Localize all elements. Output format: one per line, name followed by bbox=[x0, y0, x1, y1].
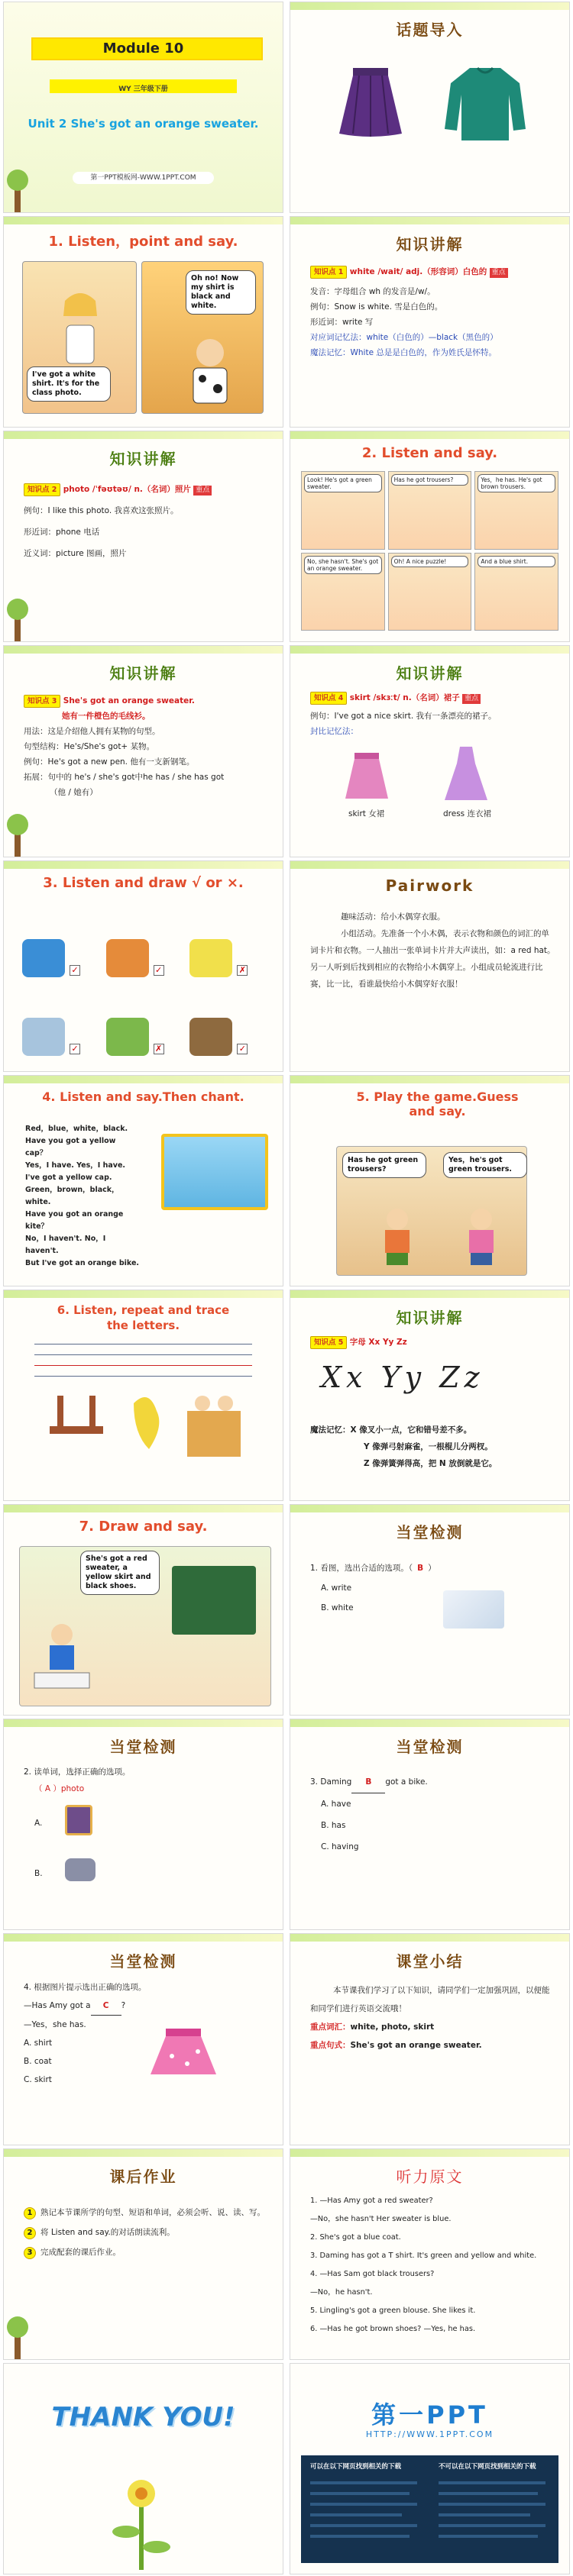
slide-title: 1. Listen，point and say. bbox=[48, 234, 238, 250]
slide-cover bbox=[3, 2, 283, 213]
line-structure: 句型结构：He's/She's got+ 某物。 bbox=[24, 742, 155, 752]
homework-item-1: 1 熟记本节课所学的句型、短语和单词，必须会听、说、读、写。 bbox=[24, 2203, 269, 2223]
tree-decoration-icon bbox=[4, 596, 31, 641]
slide-draw-and-say bbox=[3, 1504, 283, 1716]
slide-title: 当堂检测 bbox=[109, 1952, 177, 1971]
question-body bbox=[310, 1771, 555, 1858]
comic-panel-1 bbox=[301, 471, 385, 550]
comic-bubble: Oh! A nice puzzle! bbox=[391, 556, 469, 567]
flower-decoration-icon bbox=[96, 2463, 187, 2570]
top-bar bbox=[290, 1934, 569, 1942]
question-body bbox=[24, 1764, 269, 1797]
answer-box[interactable]: ✗ bbox=[237, 965, 248, 976]
girl-character-icon bbox=[458, 1206, 504, 1267]
top-bar bbox=[4, 1076, 283, 1083]
line-similar: 形近词：write 写 bbox=[310, 318, 374, 328]
point-head: skirt /skɜːt/ n.（名词）裙子 bbox=[349, 693, 460, 703]
question-body bbox=[310, 1558, 555, 1618]
answer-item-3 bbox=[189, 907, 264, 978]
dialog-line-2: —Yes，she has. bbox=[24, 2020, 86, 2030]
homework-text: 完成配套的课后作业。 bbox=[40, 2247, 121, 2257]
key-badge: 重点 bbox=[490, 268, 508, 278]
comic-panel-5 bbox=[388, 553, 472, 631]
magic-line-3: Z 像弹簧弹得高，把 N 放倒就是它。 bbox=[364, 1458, 497, 1468]
slide-title: 知识讲解 bbox=[396, 235, 464, 254]
speech-bubble-2: Oh no! Now my shirt is black and white. bbox=[186, 270, 256, 315]
option-a[interactable]: A. bbox=[34, 1819, 43, 1829]
answer-text: B bbox=[417, 1564, 424, 1574]
knowledge-body bbox=[24, 693, 269, 800]
slide-check-4 bbox=[3, 1933, 283, 2145]
top-bar bbox=[290, 1505, 569, 1512]
line-example: 例句：Snow is white. 雪是白色的。 bbox=[310, 302, 443, 312]
pairwork-description: 小组活动。先准备一个小木偶，表示衣物和颜色的词汇的单词卡片和衣物。一人抽出一张单词卡片并大声读出，如：a red hat。另一人听到后找到相应的衣物给小木偶穿上。小组成员轮流进行比赛，比一比，看谁最快给小木偶穿好衣服！ bbox=[310, 928, 555, 989]
line-pronunciation: 发音：字母组合 wh 的发音是/w/。 bbox=[310, 287, 435, 297]
comic-bubble: No, she hasn't. She's got an orange sweater. bbox=[304, 556, 382, 574]
key-badge: 重点 bbox=[193, 486, 212, 496]
top-bar bbox=[290, 217, 569, 224]
point-tag: 知识点 5 bbox=[310, 1336, 347, 1349]
slide-knowledge-letters bbox=[290, 1290, 570, 1501]
slide-homework bbox=[3, 2148, 283, 2360]
answer-box[interactable]: ✓ bbox=[154, 965, 164, 976]
key-words-label: 重点词汇： bbox=[310, 2022, 351, 2032]
slide-listen-point-say bbox=[3, 216, 283, 428]
homework-item-3: 3 完成配套的课后作业。 bbox=[24, 2242, 269, 2262]
chant-line: Yes，I have. Yes，I have. bbox=[25, 1160, 126, 1170]
slide-knowledge-white bbox=[290, 216, 570, 428]
answer-box[interactable]: ✗ bbox=[154, 1044, 164, 1054]
script-body bbox=[310, 2192, 555, 2339]
cover-module: Module 10 bbox=[102, 40, 184, 56]
top-bar bbox=[290, 2149, 569, 2157]
comic-bubble: Has he got trousers? bbox=[391, 474, 469, 486]
question-body bbox=[24, 1978, 269, 2089]
option-b[interactable]: B. white bbox=[321, 1603, 354, 1613]
slide-title: Pairwork bbox=[385, 876, 474, 895]
slide-title: 知识讲解 bbox=[396, 664, 464, 683]
question-end: ） bbox=[428, 1564, 436, 1574]
letter-pictures bbox=[42, 1380, 248, 1480]
top-bar bbox=[290, 1290, 569, 1298]
top-bar bbox=[4, 1505, 283, 1512]
knowledge-body bbox=[310, 1335, 555, 1350]
slide-title: 5. Play the game.Guess and say. bbox=[356, 1089, 519, 1119]
question-end: got a bike. bbox=[385, 1777, 428, 1787]
ppt-logo: 第一PPT bbox=[371, 2400, 488, 2429]
line-extend: 拓展：句中的 he's / she's got中he has / she has got bbox=[24, 773, 225, 783]
skirt-caption: skirt 女裙 bbox=[348, 809, 385, 819]
comic-panel-3 bbox=[474, 471, 558, 550]
answer-blank: B bbox=[351, 1771, 385, 1793]
slide-check-3 bbox=[290, 1719, 570, 1930]
phone-icon bbox=[65, 1858, 96, 1881]
slide-knowledge-skirt bbox=[290, 645, 570, 857]
point-tag: 知识点 2 bbox=[24, 483, 60, 496]
purple-skirt-image bbox=[336, 63, 405, 140]
pairwork-body bbox=[310, 909, 555, 993]
point-head: white /wait/ adj.（形容词）白色的 bbox=[349, 267, 487, 277]
dress-caption: dress 连衣裙 bbox=[443, 809, 491, 819]
option-a[interactable]: A. have bbox=[321, 1800, 351, 1809]
slide-play-game bbox=[290, 1075, 570, 1286]
slide-title: 当堂检测 bbox=[396, 1738, 464, 1757]
chant-line: I've got a yellow cap. bbox=[25, 1173, 112, 1182]
pairwork-activity: 趣味活动：给小木偶穿衣服。 bbox=[341, 912, 445, 922]
chant-line: Red，blue，white，black. bbox=[25, 1124, 128, 1133]
summary-body bbox=[310, 1981, 555, 2055]
line-example: 例句：I've got a nice skirt. 我有一条漂亮的裙子。 bbox=[310, 712, 497, 721]
dress-image bbox=[443, 744, 489, 805]
script-line: 5. Lingling's got a green blouse. She likes it. bbox=[310, 2306, 476, 2315]
line-example: 例句：I like this photo. 我喜欢这张照片。 bbox=[24, 506, 179, 516]
slide-title: 课堂小结 bbox=[396, 1952, 464, 1971]
option-c[interactable]: C. skirt bbox=[24, 2075, 52, 2085]
blackboard-image bbox=[172, 1566, 256, 1635]
slide-title: 知识讲解 bbox=[396, 1308, 464, 1327]
option-a[interactable]: A. shirt bbox=[24, 2039, 53, 2048]
question-text: 3. Daming bbox=[310, 1777, 352, 1787]
chant-line: But I've got an orange bike. bbox=[25, 1258, 140, 1267]
tree-decoration-icon bbox=[4, 2313, 31, 2359]
option-b[interactable]: B. bbox=[34, 1869, 43, 1879]
slide-title: 7. Draw and say. bbox=[79, 1519, 208, 1535]
answer-box[interactable]: ✓ bbox=[237, 1044, 248, 1054]
top-bar bbox=[290, 431, 569, 439]
point-head: 字母 Xx Yy Zz bbox=[349, 1337, 407, 1347]
answer-item-5 bbox=[106, 985, 181, 1056]
point-tag: 知识点 3 bbox=[24, 695, 60, 708]
girl-character-icon bbox=[42, 286, 118, 370]
speech-bubble-question: Has he got green trousers? bbox=[342, 1152, 426, 1178]
cover-footer: 第一PPT模板网-WWW.1PPT.COM bbox=[73, 172, 214, 184]
line-synonym: 近义词：picture 图画，照片 bbox=[24, 549, 127, 559]
dialog-line-1-end: ? bbox=[121, 2001, 126, 2011]
comic-panel-6 bbox=[474, 553, 558, 631]
comic-panel-4 bbox=[301, 553, 385, 631]
chant-lines bbox=[25, 1123, 140, 1270]
homework-body bbox=[24, 2203, 269, 2262]
slide-listening-script bbox=[290, 2148, 570, 2360]
skirt-image bbox=[344, 750, 390, 803]
speech-bubble-1: I've got a white shirt. It's for the class photo. bbox=[27, 366, 111, 402]
key-sentence-label: 重点句式： bbox=[310, 2041, 351, 2051]
point-tag: 知识点 1 bbox=[310, 266, 347, 279]
slide-title: 2. Listen and say. bbox=[361, 445, 498, 462]
slide-topic-intro bbox=[290, 2, 570, 213]
top-bar bbox=[4, 217, 283, 224]
ppt-link-panel bbox=[301, 2455, 558, 2563]
student-drawing-icon bbox=[31, 1619, 92, 1696]
slide-ppt-info bbox=[290, 2363, 570, 2574]
script-line: 2. She's got a blue coat. bbox=[310, 2232, 401, 2242]
top-bar bbox=[290, 1719, 569, 1727]
slide-pairwork bbox=[290, 860, 570, 1072]
homework-text: 将 Listen and say.的对话朗读流利。 bbox=[40, 2227, 175, 2237]
answer-text: （ A ）photo bbox=[34, 1784, 85, 1794]
answer-box[interactable]: ✓ bbox=[70, 965, 80, 976]
slide-chant bbox=[3, 1075, 283, 1286]
comic-bubble: Yes，he has. He's got brown trousers. bbox=[478, 474, 555, 492]
knowledge-body bbox=[310, 690, 555, 739]
point-head-cn: 她有一件橙色的毛线衫。 bbox=[62, 712, 151, 721]
line-usage: 用法：这是介绍他人拥有某物的句型。 bbox=[24, 727, 160, 737]
slide-summary bbox=[290, 1933, 570, 2145]
tree-decoration-icon bbox=[4, 811, 31, 857]
key-words: white, photo, skirt bbox=[350, 2022, 435, 2032]
script-line: 6. —Has he got brown shoes? —Yes, he has. bbox=[310, 2324, 476, 2333]
top-bar bbox=[4, 646, 283, 654]
option-b[interactable]: B. has bbox=[321, 1821, 346, 1831]
letters-display: Xx Yy Zz bbox=[321, 1360, 484, 1394]
handwriting-lines bbox=[34, 1344, 252, 1380]
key-sentence: She's got an orange sweater. bbox=[350, 2041, 482, 2051]
top-bar bbox=[290, 2, 569, 10]
slide-listen-and-draw bbox=[3, 860, 283, 1072]
knowledge-body bbox=[24, 479, 269, 564]
slide-title: 4. Listen and say.Then chant. bbox=[42, 1089, 244, 1104]
beach-image bbox=[161, 1134, 268, 1210]
answer-item-2 bbox=[106, 907, 181, 978]
question-text: 4. 根据图片提示选出正确的选项。 bbox=[24, 1983, 147, 1993]
top-bar bbox=[4, 2149, 283, 2157]
panel-heading-right: 不可以在以下网页找到相关的下载 bbox=[439, 2462, 536, 2471]
tree-decoration-icon bbox=[4, 166, 31, 212]
top-bar bbox=[4, 431, 283, 439]
option-c[interactable]: C. having bbox=[321, 1842, 359, 1852]
green-sweater-image bbox=[443, 60, 527, 144]
magic-line-1: 魔法记忆：X 像叉小一点，它和错号差不多。 bbox=[310, 1425, 472, 1435]
girl-messy-shirt-icon bbox=[172, 331, 248, 408]
slide-title: 知识讲解 bbox=[109, 664, 177, 683]
boy-character-icon bbox=[374, 1206, 420, 1267]
top-bar bbox=[290, 861, 569, 869]
magic-memory bbox=[310, 1422, 555, 1472]
slide-title: 当堂检测 bbox=[109, 1738, 177, 1757]
slide-trace-letters bbox=[3, 1290, 283, 1501]
script-line: 1. —Has Amy got a red sweater? bbox=[310, 2196, 433, 2205]
line-magic: 魔法记忆：White 总是是白色的，作为姓氏是怀特。 bbox=[310, 348, 497, 358]
line-example: 例句：He's got a new pen. 他有一支新钢笔。 bbox=[24, 757, 195, 767]
line-extend-2: （他 / 她有） bbox=[50, 788, 98, 798]
homework-item-2: 2 将 Listen and say.的对话朗读流利。 bbox=[24, 2223, 269, 2242]
slide-title: 6. Listen, repeat and trace the letters. bbox=[57, 1303, 230, 1332]
line-pair: 对应词记忆法：white（白色的）—black（黑色的） bbox=[310, 333, 498, 343]
slide-listen-and-say bbox=[290, 431, 570, 642]
chant-line: Have you got a yellow cap？ bbox=[25, 1136, 116, 1157]
question-text: 2. 读单词，选择正确的选项。 bbox=[24, 1767, 131, 1777]
slide-title: 话题导入 bbox=[396, 21, 464, 39]
top-bar bbox=[4, 1719, 283, 1727]
comic-panel-2 bbox=[388, 471, 472, 550]
comic-bubble: Look! He's got a green sweater. bbox=[304, 474, 382, 492]
point-tag: 知识点 4 bbox=[310, 692, 347, 705]
answer-box[interactable]: ✓ bbox=[70, 1044, 80, 1054]
question-text: 1. 看图，选出合适的选项。（ bbox=[310, 1564, 413, 1574]
summary-paragraph: 本节课我们学习了以下知识，请同学们一定加强巩固，以便能和同学们进行英语交流哦！ bbox=[310, 1986, 550, 2014]
chant-line: Green，brown，black，white. bbox=[25, 1185, 119, 1206]
top-bar bbox=[290, 1076, 569, 1083]
knowledge-body bbox=[310, 264, 555, 360]
top-bar bbox=[4, 861, 283, 869]
chant-line: No，I haven't. No，I haven't. bbox=[25, 1234, 106, 1255]
point-head: She's got an orange sweater. bbox=[63, 696, 195, 706]
option-b[interactable]: B. coat bbox=[24, 2057, 52, 2067]
photo-frame-icon bbox=[65, 1805, 92, 1835]
speech-bubble-answer: Yes，he's got green trousers. bbox=[443, 1152, 527, 1178]
answer-item-4 bbox=[22, 985, 97, 1056]
pink-skirt-image bbox=[149, 2026, 218, 2079]
speech-bubble: She's got a red sweater, a yellow skirt and black shoes. bbox=[80, 1551, 160, 1595]
slide-knowledge-sentence bbox=[3, 645, 283, 857]
script-line: 4. —Has Sam got black trousers? bbox=[310, 2269, 435, 2278]
slide-check-2 bbox=[3, 1719, 283, 1930]
slide-knowledge-photo bbox=[3, 431, 283, 642]
cover-subtitle: WY 三年级下册 bbox=[118, 86, 168, 93]
slide-check-1 bbox=[290, 1504, 570, 1716]
answer-item-6 bbox=[189, 985, 264, 1056]
slide-title: 听力原文 bbox=[396, 2167, 464, 2186]
answer-grid bbox=[22, 907, 264, 1056]
top-bar bbox=[290, 646, 569, 654]
slide-title: 3. Listen and draw √ or ×. bbox=[43, 874, 244, 891]
script-line: —No，he hasn't. bbox=[310, 2287, 373, 2297]
answer-blank: C bbox=[91, 1997, 121, 2016]
slide-thank-you bbox=[3, 2363, 283, 2574]
dialog-line-1: —Has Amy got a bbox=[24, 2001, 91, 2011]
option-a[interactable]: A. write bbox=[321, 1583, 352, 1593]
ppt-url[interactable]: HTTP://WWW.1PPT.COM bbox=[365, 2429, 494, 2439]
cover-unit-title: Unit 2 She's got an orange sweater. bbox=[28, 117, 259, 131]
line-similar: 形近词：phone 电话 bbox=[24, 528, 100, 537]
slide-title: 课后作业 bbox=[109, 2167, 177, 2186]
top-bar bbox=[4, 1290, 283, 1298]
line-compare: 封比记忆法： bbox=[310, 727, 358, 737]
script-line: —No，she hasn't Her sweater is blue. bbox=[310, 2214, 452, 2223]
slide-title: 当堂检测 bbox=[396, 1523, 464, 1542]
top-bar bbox=[4, 1934, 283, 1942]
point-head: photo /ˈfəʊtəʊ/ n.（名词）照片 bbox=[63, 485, 191, 495]
answer-item-1 bbox=[22, 907, 97, 978]
script-line: 3. Daming has got a T shirt. It's green and yellow and white. bbox=[310, 2251, 537, 2260]
magic-line-2: Y 像弹弓射麻雀，一根棍儿分两杈。 bbox=[364, 1441, 493, 1451]
slide-title: 知识讲解 bbox=[109, 450, 177, 469]
snow-image bbox=[443, 1590, 504, 1629]
key-badge: 重点 bbox=[462, 694, 481, 704]
homework-text: 熟记本节课所学的句型、短语和单词，必须会听、说、读、写。 bbox=[40, 2207, 265, 2217]
panel-heading-left: 可以在以下网页找到相关的下载 bbox=[310, 2462, 402, 2471]
thank-you-title: THANK YOU! bbox=[51, 2401, 235, 2432]
comic-bubble: And a blue shirt. bbox=[478, 556, 555, 567]
chant-line: Have you got an orange kite？ bbox=[25, 1209, 124, 1231]
comic-strip bbox=[301, 471, 558, 631]
